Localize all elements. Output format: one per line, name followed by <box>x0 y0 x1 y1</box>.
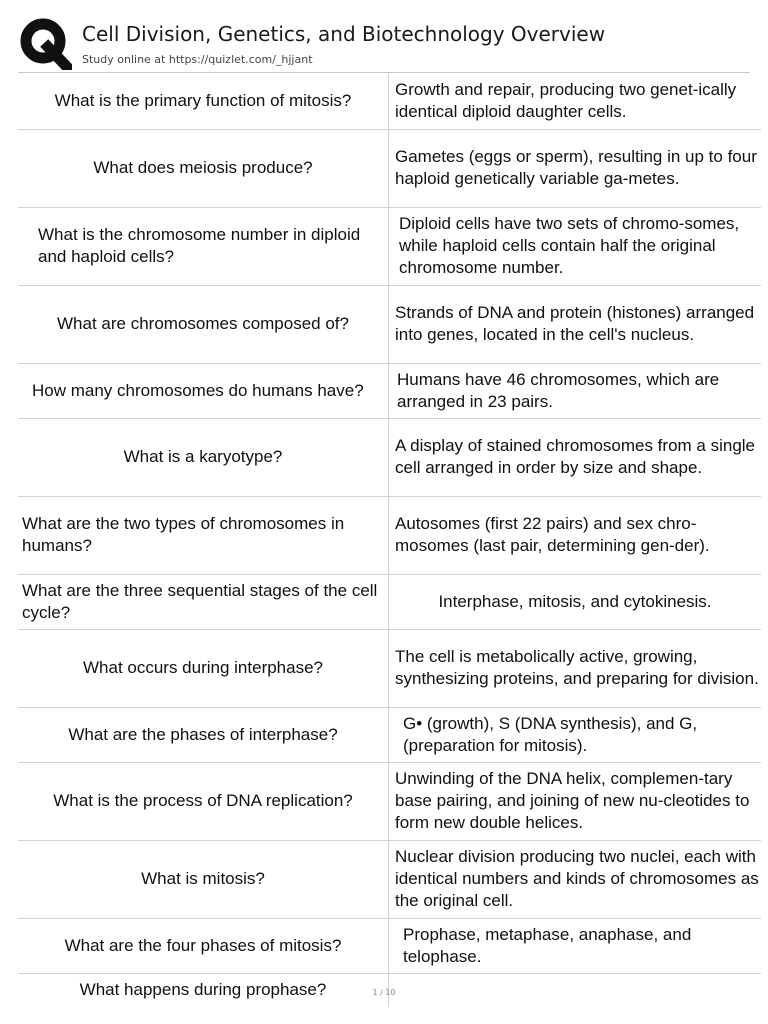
card-definition: Unwinding of the DNA helix, complemen-tary base pairing, and joining of new nu-cleotides to form new double helices. <box>389 762 762 840</box>
study-online-link[interactable]: Study online at https://quizlet.com/_hjjant <box>82 53 313 66</box>
flashcard-table <box>18 74 761 1007</box>
card-term: What is mitosis? <box>18 840 389 918</box>
card-definition: Gametes (eggs or sperm), resulting in up to four haploid genetically variable ga-metes. <box>389 129 762 207</box>
card-definition: The cell is metabolically active, growing, synthesizing proteins, and preparing for division. <box>389 629 762 707</box>
card-definition: Autosomes (first 22 pairs) and sex chro-mosomes (last pair, determining gen-der). <box>389 496 762 574</box>
flashcard-row <box>18 129 761 207</box>
flashcard-row <box>18 418 761 496</box>
page-number: 1 / 10 <box>372 988 396 997</box>
card-term: How many chromosomes do humans have? <box>18 363 389 418</box>
card-term: What happens during prophase? <box>18 973 389 1007</box>
card-term: What are the four phases of mitosis? <box>18 918 389 973</box>
card-definition: Humans have 46 chromosomes, which are arranged in 23 pairs. <box>389 363 762 418</box>
quizlet-logo <box>18 16 72 70</box>
document-header <box>0 0 768 78</box>
flashcard-row <box>18 918 761 973</box>
flashcard-row <box>18 840 761 918</box>
flashcard-row <box>18 285 761 363</box>
card-definition: Interphase, mitosis, and cytokinesis. <box>389 574 762 629</box>
flashcard-row <box>18 574 761 629</box>
card-term: What are the phases of interphase? <box>18 707 389 762</box>
flashcard-row <box>18 74 761 129</box>
card-term: What does meiosis produce? <box>18 129 389 207</box>
flashcard-row <box>18 363 761 418</box>
card-definition: Prophase, metaphase, anaphase, and telophase. <box>389 918 762 973</box>
header-divider <box>18 72 750 73</box>
card-term: What is the process of DNA replication? <box>18 762 389 840</box>
card-definition: G• (growth), S (DNA synthesis), and G, (preparation for mitosis). <box>389 707 762 762</box>
flashcard-row <box>18 207 761 285</box>
card-definition: A display of stained chromosomes from a single cell arranged in order by size and shape. <box>389 418 762 496</box>
card-term: What are the two types of chromosomes in humans? <box>18 496 389 574</box>
flashcard-row <box>18 496 761 574</box>
card-term: What are chromosomes composed of? <box>18 285 389 363</box>
card-term: What is the chromosome number in diploid and haploid cells? <box>18 207 389 285</box>
card-term: What is the primary function of mitosis? <box>18 74 389 129</box>
flashcard-row <box>18 629 761 707</box>
flashcard-row <box>18 762 761 840</box>
card-definition: Diploid cells have two sets of chromo-somes, while haploid cells contain half the original chromosome number. <box>389 207 762 285</box>
card-definition: Growth and repair, producing two genet-ically identical diploid daughter cells. <box>389 74 762 129</box>
card-term: What are the three sequential stages of the cell cycle? <box>18 574 389 629</box>
card-definition: Strands of DNA and protein (histones) arranged into genes, located in the cell's nucleus. <box>389 285 762 363</box>
card-term: What occurs during interphase? <box>18 629 389 707</box>
document-title: Cell Division, Genetics, and Biotechnology Overview <box>82 22 606 46</box>
flashcard-row <box>18 707 761 762</box>
card-term: What is a karyotype? <box>18 418 389 496</box>
card-definition: Nuclear division producing two nuclei, each with identical numbers and kinds of chromosomes as the original cell. <box>389 840 762 918</box>
